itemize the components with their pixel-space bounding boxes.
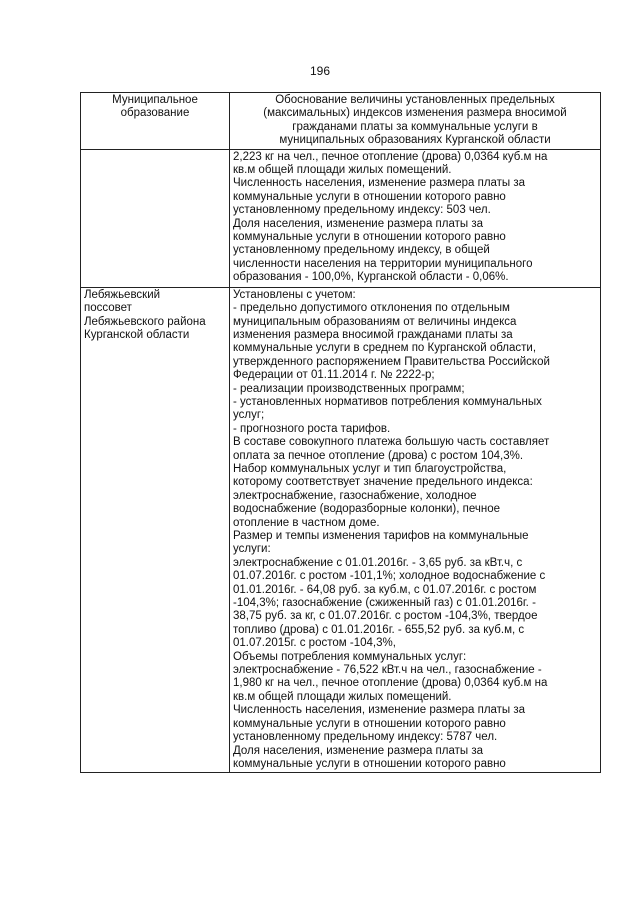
table-header-row xyxy=(81,93,601,150)
text-line: оплата за печное отопление (дрова) с ростом 104,3%. xyxy=(233,449,524,462)
text-line: В составе совокупного платежа большую часть составляет xyxy=(233,436,550,449)
text-line: электроснабжение с 01.01.2016г. - 3,65 руб. за кВт.ч, с xyxy=(233,556,523,569)
text-line: отопление в частном доме. xyxy=(233,516,380,529)
header-line: гражданами платы за коммунальные услуги в xyxy=(292,120,538,133)
text-line: утвержденного распоряжением Правительства Российской xyxy=(233,355,550,368)
text-line: Федерации от 01.11.2014 г. № 2222-р; xyxy=(233,369,435,382)
text-line: - прогнозного роста тарифов. xyxy=(233,422,391,435)
text-line: топливо (дрова) с 01.01.2016г. - 655,52 руб. за куб.м, с xyxy=(233,623,525,636)
text-line: Лебяжьевский xyxy=(84,288,161,301)
text-line: установленному предельному индексу: 503 чел. xyxy=(233,204,491,217)
text-line: - предельно допустимого отклонения по отдельным xyxy=(233,302,510,315)
text-line: Доля населения, изменение размера платы за xyxy=(233,217,484,230)
text-line: - реализации производственных программ; xyxy=(233,382,465,395)
text-line: 01.01.2016г. - 64,08 руб. за куб.м, с 01.07.2016г. с ростом xyxy=(233,583,537,596)
text-line: коммунальные услуги в отношении которого равно xyxy=(233,717,506,730)
text-line: поссовет xyxy=(84,302,132,315)
text-line: 2,223 кг на чел., печное отопление (дрова) 0,0364 куб.м на xyxy=(233,150,548,163)
text-line: образования - 100,0%, Курганской области - 0,06%. xyxy=(233,271,509,284)
text-line: коммунальные услуги в среднем по Курганской области, xyxy=(233,342,537,355)
page-number: 196 xyxy=(309,64,331,78)
text-line: 01.07.2015г. с ростом -104,3%, xyxy=(233,637,396,650)
text-line: Численность населения, изменение размера платы за xyxy=(233,177,526,190)
table-row xyxy=(81,149,601,287)
text-line: Доля населения, изменение размера платы за xyxy=(233,744,484,757)
text-line: коммунальные услуги в отношении которого равно xyxy=(233,757,506,770)
text-line: электроснабжение, газоснабжение, холодное xyxy=(233,489,477,502)
header-line: муниципальных образованиях Курганской области xyxy=(279,134,551,147)
text-line: численности населения на территории муниципального xyxy=(233,257,533,270)
text-line: установленному предельному индексу: 5787 чел. xyxy=(233,731,498,744)
header-line: (максимальных) индексов изменения размера вносимой xyxy=(263,107,567,120)
text-line: коммунальные услуги в отношении которого равно xyxy=(233,190,506,203)
header-line: образование xyxy=(120,107,190,120)
text-line: Численность населения, изменение размера платы за xyxy=(233,704,526,717)
text-line: Лебяжьевского района xyxy=(84,315,206,328)
text-line: 01.07.2016г. с ростом -101,1%; холодное водоснабжение с xyxy=(233,570,546,583)
justification-cell xyxy=(230,149,601,287)
justification-cell xyxy=(230,287,601,773)
text-line: водоснабжение (водоразборные колонки), печное xyxy=(233,503,501,516)
municipality-cell xyxy=(81,149,230,287)
text-line: кв.м общей площади жилых помещений. xyxy=(233,690,452,703)
text-line: кв.м общей площади жилых помещений. xyxy=(233,164,452,177)
text-line: Размер и темпы изменения тарифов на коммунальные xyxy=(233,530,529,542)
text-line: установленному предельному индексу, в общей xyxy=(233,244,490,257)
table-row xyxy=(81,287,601,773)
text-line: -104,3%; газоснабжение (сжиженный газ) с 01.01.2016г. - xyxy=(233,597,536,610)
text-line: которому соответствует значение предельного индекса: xyxy=(233,476,533,489)
municipality-cell xyxy=(81,287,230,773)
text-line: муниципальным образованиям от величины индекса xyxy=(233,315,517,328)
municipal-index-table xyxy=(80,92,601,773)
text-line: услуги: xyxy=(233,543,271,556)
text-line: Объемы потребления коммунальных услуг: xyxy=(233,650,467,663)
text-line: - установленных нормативов потребления коммунальных xyxy=(233,395,542,408)
header-municipality xyxy=(81,93,230,150)
text-line: услуг; xyxy=(233,409,265,422)
text-line: коммунальные услуги в отношении которого равно xyxy=(233,231,506,244)
text-line: Установлены с учетом: xyxy=(233,288,356,301)
text-line: Набор коммунальных услуг и тип благоустройства, xyxy=(233,462,507,475)
header-justification xyxy=(230,93,601,150)
text-line: изменения размера вносимой гражданами платы за xyxy=(233,328,513,341)
text-line: Курганской области xyxy=(84,328,190,341)
header-line: Обоснование величины установленных предельных xyxy=(275,94,555,106)
text-line: электроснабжение - 76,522 кВт.ч на чел., газоснабжение - xyxy=(233,664,542,677)
text-line: 1,980 кг на чел., печное отопление (дрова) 0,0364 куб.м на xyxy=(233,677,548,690)
header-line: Муниципальное xyxy=(112,94,198,106)
text-line: 38,75 руб. за кг, с 01.07.2016г. с ростом -104,3%, твердое xyxy=(233,610,538,623)
